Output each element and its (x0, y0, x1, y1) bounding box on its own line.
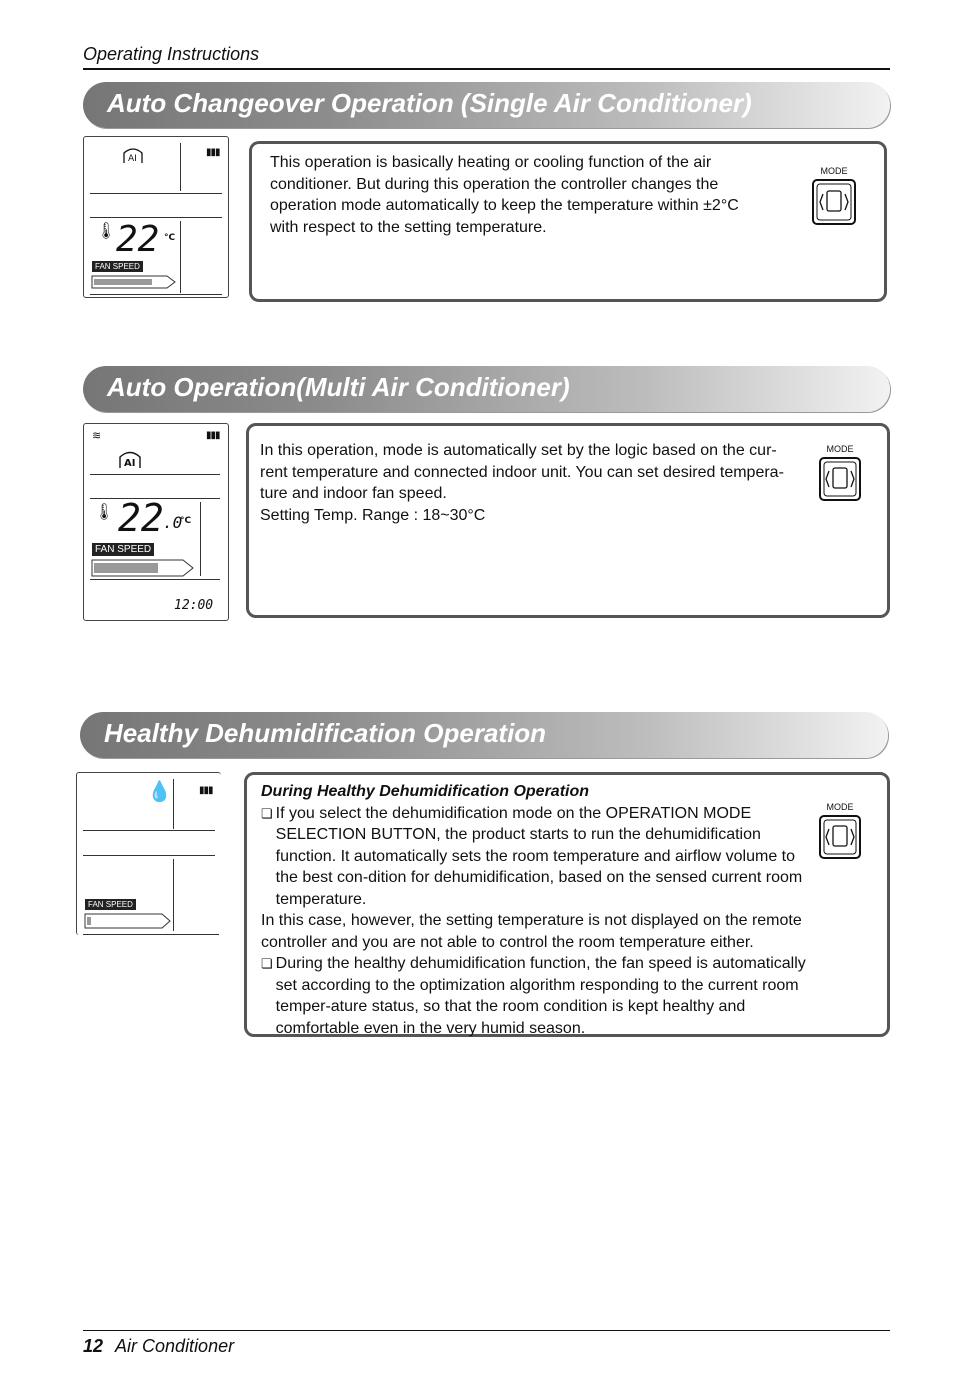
wifi-icon: ≋ (92, 429, 102, 442)
fan-speed-label: FAN SPEED (92, 261, 143, 272)
section2-title: Auto Operation(Multi Air Conditioner) (107, 372, 570, 402)
page-number: 12 (83, 1336, 104, 1356)
fan-speed-label: FAN SPEED (85, 899, 136, 910)
mode-label: MODE (826, 802, 854, 812)
battery-icon: ▮▮▮ (199, 785, 213, 796)
temp-decimal: .0 (163, 513, 183, 532)
set-temperature: 22 (118, 496, 164, 540)
svg-text:AI: AI (128, 154, 137, 164)
fan-speed-bar (84, 913, 172, 929)
section3-mode-button[interactable] (819, 802, 861, 864)
fan-speed-label: FAN SPEED (92, 543, 154, 556)
section2-banner (83, 366, 890, 412)
thermometer-icon: 🌡 (94, 502, 115, 521)
section3-subtitle: During Healthy Dehumidification Operation (261, 783, 590, 800)
temp-unit: °C (164, 233, 176, 243)
section2-lcd-display (83, 423, 229, 621)
section2-description: In this operation, mode is automatically set by the logic based on the cur-rent temperature and connected indoor unit. You can set desired tempera-ture and indoor fan speed. (260, 442, 784, 502)
mode-icon (812, 179, 856, 225)
footer-title: Air Conditioner (115, 1336, 235, 1356)
mode-icon (819, 815, 861, 859)
section3-banner (80, 712, 888, 758)
svg-text:AI: AI (124, 458, 136, 469)
section2-mode-button[interactable] (819, 444, 861, 506)
footer-rule (83, 1330, 890, 1331)
section1-lcd-display (83, 136, 229, 298)
section3-bullet-2: ❏ During the healthy dehumidification function, the fan speed is automatically set according to the optimization algorithm responding to the current room temper-ature status, so that the room condition is kept healthy and comfortable even in the very humid season. (261, 953, 817, 1039)
section1-description: This operation is basically heating or cooling function of the air conditioner. But during this operation the controller changes the operation mode automatically to keep the temperature within ±2°C with respect to the setting temperature. (270, 154, 739, 236)
bullet-square-icon: ❏ (261, 805, 273, 821)
header-title: Operating Instructions (83, 44, 260, 64)
section1-banner (83, 82, 890, 128)
section2-temp-range: Setting Temp. Range : 18~30°C (260, 506, 486, 524)
thermometer-icon: 🌡 (96, 221, 117, 240)
footer (83, 1336, 234, 1357)
battery-icon: ▮▮▮ (206, 430, 220, 441)
section2-info-box (246, 423, 890, 618)
mode-label: MODE (826, 444, 854, 454)
header-rule (83, 68, 890, 70)
section3-title: Healthy Dehumidification Operation (104, 718, 547, 748)
set-temperature: 22 (116, 219, 160, 260)
section1-mode-button[interactable] (812, 166, 856, 230)
water-drop-icon: 💧 (147, 779, 172, 803)
auto-ai-icon (120, 145, 146, 167)
section3-note: In this case, however, the setting temperature is not displayed on the remote controller and you are not able to control the room temperature either. (261, 912, 802, 951)
bullet-square-icon: ❏ (261, 956, 273, 971)
fan-speed-bar (91, 275, 177, 289)
section1-info-box (249, 141, 887, 302)
section3-bullet-1: ❏ If you select the dehumidification mode on the OPERATION MODE SELECTION BUTTON, the product starts to run the dehumidification function. It automatically sets the room temperature and airflow volume to the best con-dition for dehumidification, based on the sensed current room temperature. (261, 803, 817, 911)
section3-info-box (244, 772, 890, 1037)
battery-icon: ▮▮▮ (206, 147, 220, 158)
mode-icon (819, 457, 861, 501)
clock: 12:00 (174, 598, 214, 613)
auto-ai-icon (116, 448, 144, 472)
temp-unit: °C (180, 516, 192, 526)
section3-lcd-display (76, 772, 221, 935)
mode-label: MODE (820, 166, 848, 176)
section1-title: Auto Changeover Operation (Single Air Conditioner) (107, 88, 752, 118)
fan-speed-bar (91, 559, 195, 577)
